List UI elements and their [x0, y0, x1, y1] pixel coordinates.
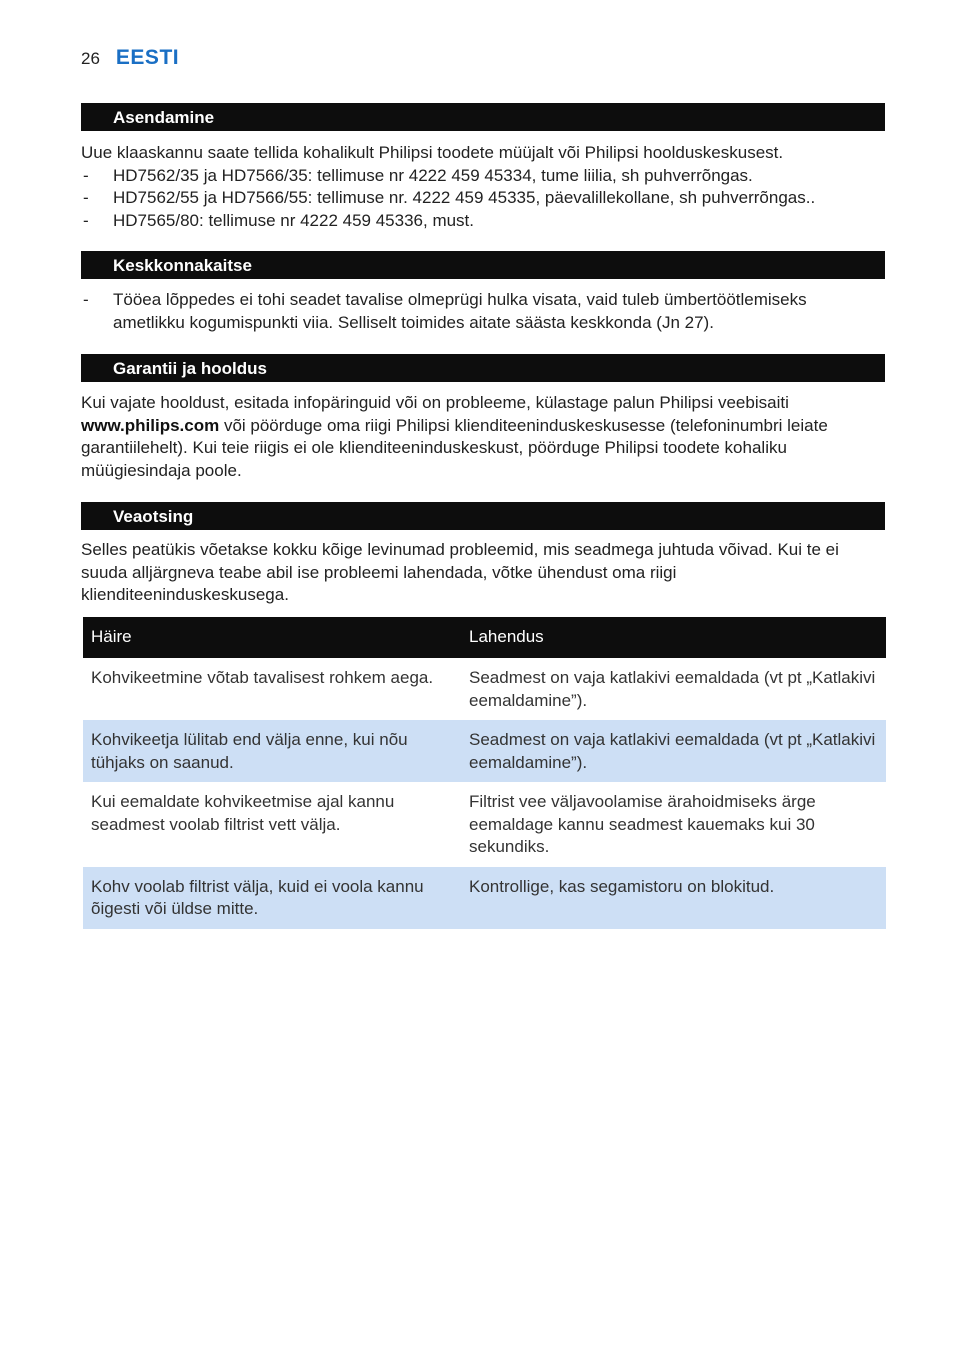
list-item: - Tööea lõppedes ei tohi seadet tavalise olmeprügi hulka visata, vaid tuleb ümbertöötlemiseks ametlikku kogumispunkti viia. Selliselt toimides aitate säästa keskkonda (Jn 27).	[83, 290, 807, 332]
section-heading-asendamine: Asendamine	[81, 103, 885, 131]
solution-cell: Kontrollige, kas segamistoru on blokitud.	[461, 867, 886, 929]
troubleshooting-table	[83, 617, 886, 929]
list-item: - HD7562/35 ja HD7566/35: tellimuse nr 4222 459 45334, tume liilia, sh puhverrõngas.	[83, 165, 753, 185]
list-item: - HD7565/80: tellimuse nr 4222 459 45336, must.	[83, 210, 475, 230]
problem-cell: Kohvikeetmine võtab tavalisest rohkem aega.	[91, 668, 434, 687]
table-row	[83, 867, 886, 929]
solution-cell: Filtrist vee väljavoolamise ärahoidmiseks ärge eemaldage kannu seadmest kauemaks kui 30 sekundiks.	[469, 792, 816, 856]
section-body-asendamine	[81, 142, 881, 232]
section-body-garantii: Kui vajate hooldust, esitada infopäringuid või on probleeme, külastage palun Philipsi veebisaiti www.philips.com või pöörduge oma riigi Philipsi klienditeeninduskeskusesse (telefoninumbri leiate garantiilehelt). Kui teie riigis ei ole klienditeeninduskeskust, pöörduge Philipsi toodete kohaliku müügiesindaja poole.	[81, 393, 828, 480]
problem-cell: Kui eemaldate kohvikeetmise ajal kannu seadmest voolab filtrist vett välja.	[91, 792, 395, 834]
problem-cell: Kohvikeetja lülitab end välja enne, kui nõu tühjaks on saanud.	[83, 720, 461, 782]
table-header-row	[83, 617, 886, 658]
table-row	[83, 658, 886, 720]
solution-cell: Seadmest on vaja katlakivi eemaldada (vt pt „Katlakivi eemaldamine”).	[461, 720, 886, 782]
philips-website-link[interactable]: www.philips.com	[81, 415, 220, 435]
veaotsing-intro: Selles peatükis võetakse kokku kõige levinumad probleemid, mis seadmega juhtuda võivad. Kui te ei suuda alljärgneva teabe abil ise probleemi lahendada, võtke ühendust oma riigi klienditeeninduskeskusega.	[81, 540, 839, 604]
language-label: EESTI	[115, 46, 180, 69]
asendamine-intro: Uue klaaskannu saate tellida kohalikult Philipsi toodete müüjalt või Philipsi hoolduskeskusest.	[81, 143, 784, 162]
table-row	[83, 782, 886, 867]
column-header-problem: Häire	[83, 617, 461, 658]
section-heading-veaotsing: Veaotsing	[81, 502, 885, 530]
list-item: - HD7562/55 ja HD7566/55: tellimuse nr. 4222 459 45335, päevalillekollane, sh puhverrõngas..	[83, 188, 816, 207]
problem-cell: Kohv voolab filtrist välja, kuid ei voola kannu õigesti või üldse mitte.	[83, 867, 461, 929]
section-body-veaotsing	[81, 539, 881, 607]
page-number: 26	[81, 49, 100, 68]
section-heading-garantii: Garantii ja hooldus	[81, 354, 885, 382]
solution-cell: Seadmest on vaja katlakivi eemaldada (vt pt „Katlakivi eemaldamine”).	[469, 668, 876, 710]
column-header-solution: Lahendus	[461, 617, 886, 658]
page-header	[81, 46, 179, 76]
table-row	[83, 720, 886, 782]
section-heading-keskkonnakaitse: Keskkonnakaitse	[81, 251, 885, 279]
section-body-keskkonnakaitse	[81, 289, 881, 334]
